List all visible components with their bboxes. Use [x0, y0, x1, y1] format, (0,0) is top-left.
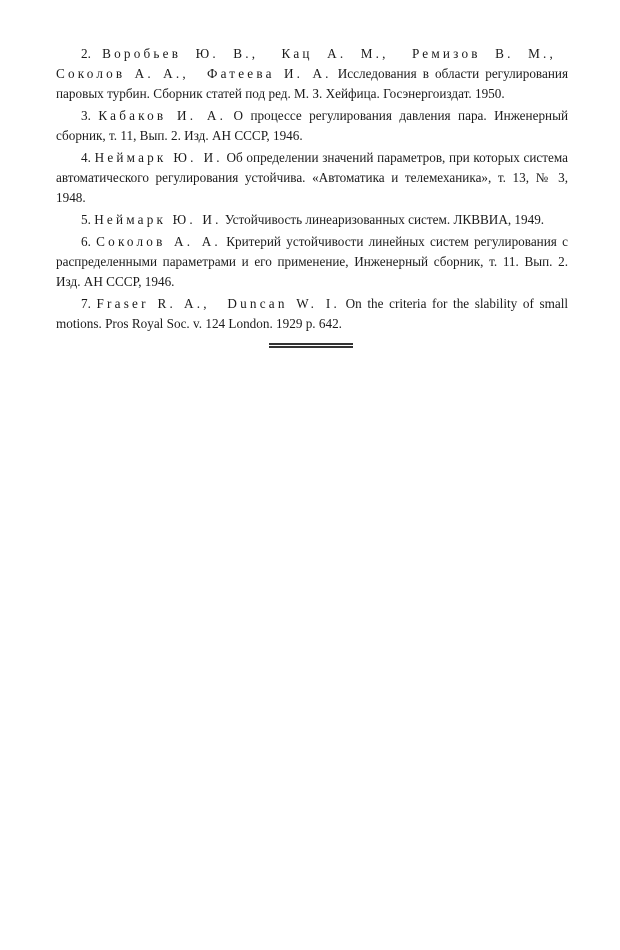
reference-text: Критерий устойчивости линейных систем регулирования с распределенными параметрами и его применение, Инженерный сборник, т. 11. Вып. 2. Изд. АН СССР, 1946.	[56, 234, 568, 289]
reference-number: 2.	[81, 46, 91, 61]
reference-author: Фатеева И. А.	[206, 66, 332, 81]
reference-author: Неймарк Ю. И.	[94, 150, 223, 165]
reference-text: Устойчивость линеаризованных систем. ЛКВВИА, 1949.	[224, 212, 545, 227]
reference-text: Об определении значений параметров, при которых система автоматического регулирования устойчива. «Автоматика и телемеханика», т. 13, № 3, 1948.	[56, 150, 569, 205]
reference-author: Неймарк Ю. И.	[94, 212, 222, 227]
reference-author: Fraser R. A.,	[96, 296, 210, 311]
reference-author: Соколов А. А.,	[56, 66, 189, 81]
reference-number: 4.	[81, 150, 91, 165]
reference-entry-4	[56, 148, 568, 208]
reference-author: Duncan W. I.	[227, 296, 341, 311]
reference-number: 6.	[81, 234, 91, 249]
reference-entry-3	[56, 106, 568, 146]
reference-entry-2	[56, 44, 568, 104]
reference-entry-6	[56, 232, 568, 292]
reference-author: Ремизов В. М.,	[411, 46, 557, 61]
reference-text: On the criteria for the slability of small motions. Pros Royal Soc. v. 124 London. 1929 p. 642.	[56, 296, 569, 331]
reference-author: Соколов А. А.	[96, 234, 221, 249]
reference-number: 5.	[81, 212, 91, 227]
reference-author: Кац А. М.,	[281, 46, 389, 61]
reference-author: Кабаков И. А.	[98, 108, 227, 123]
reference-list	[56, 44, 568, 336]
reference-text: Исследования в области регулирования паровых турбин. Сборник статей под ред. М. З. Хейфица. Госэнергоиздат. 1950.	[56, 66, 569, 101]
reference-entry-5	[56, 210, 568, 230]
end-of-section-rule	[269, 343, 353, 348]
reference-number: 3.	[81, 108, 91, 123]
reference-author: Воробьев Ю. В.,	[102, 46, 259, 61]
reference-number: 7.	[81, 296, 91, 311]
reference-entry-7	[56, 294, 568, 334]
reference-text: О процессе регулирования давления пара. Инженерный сборник, т. 11, Вып. 2. Изд. АН СССР, 1946.	[56, 108, 569, 143]
